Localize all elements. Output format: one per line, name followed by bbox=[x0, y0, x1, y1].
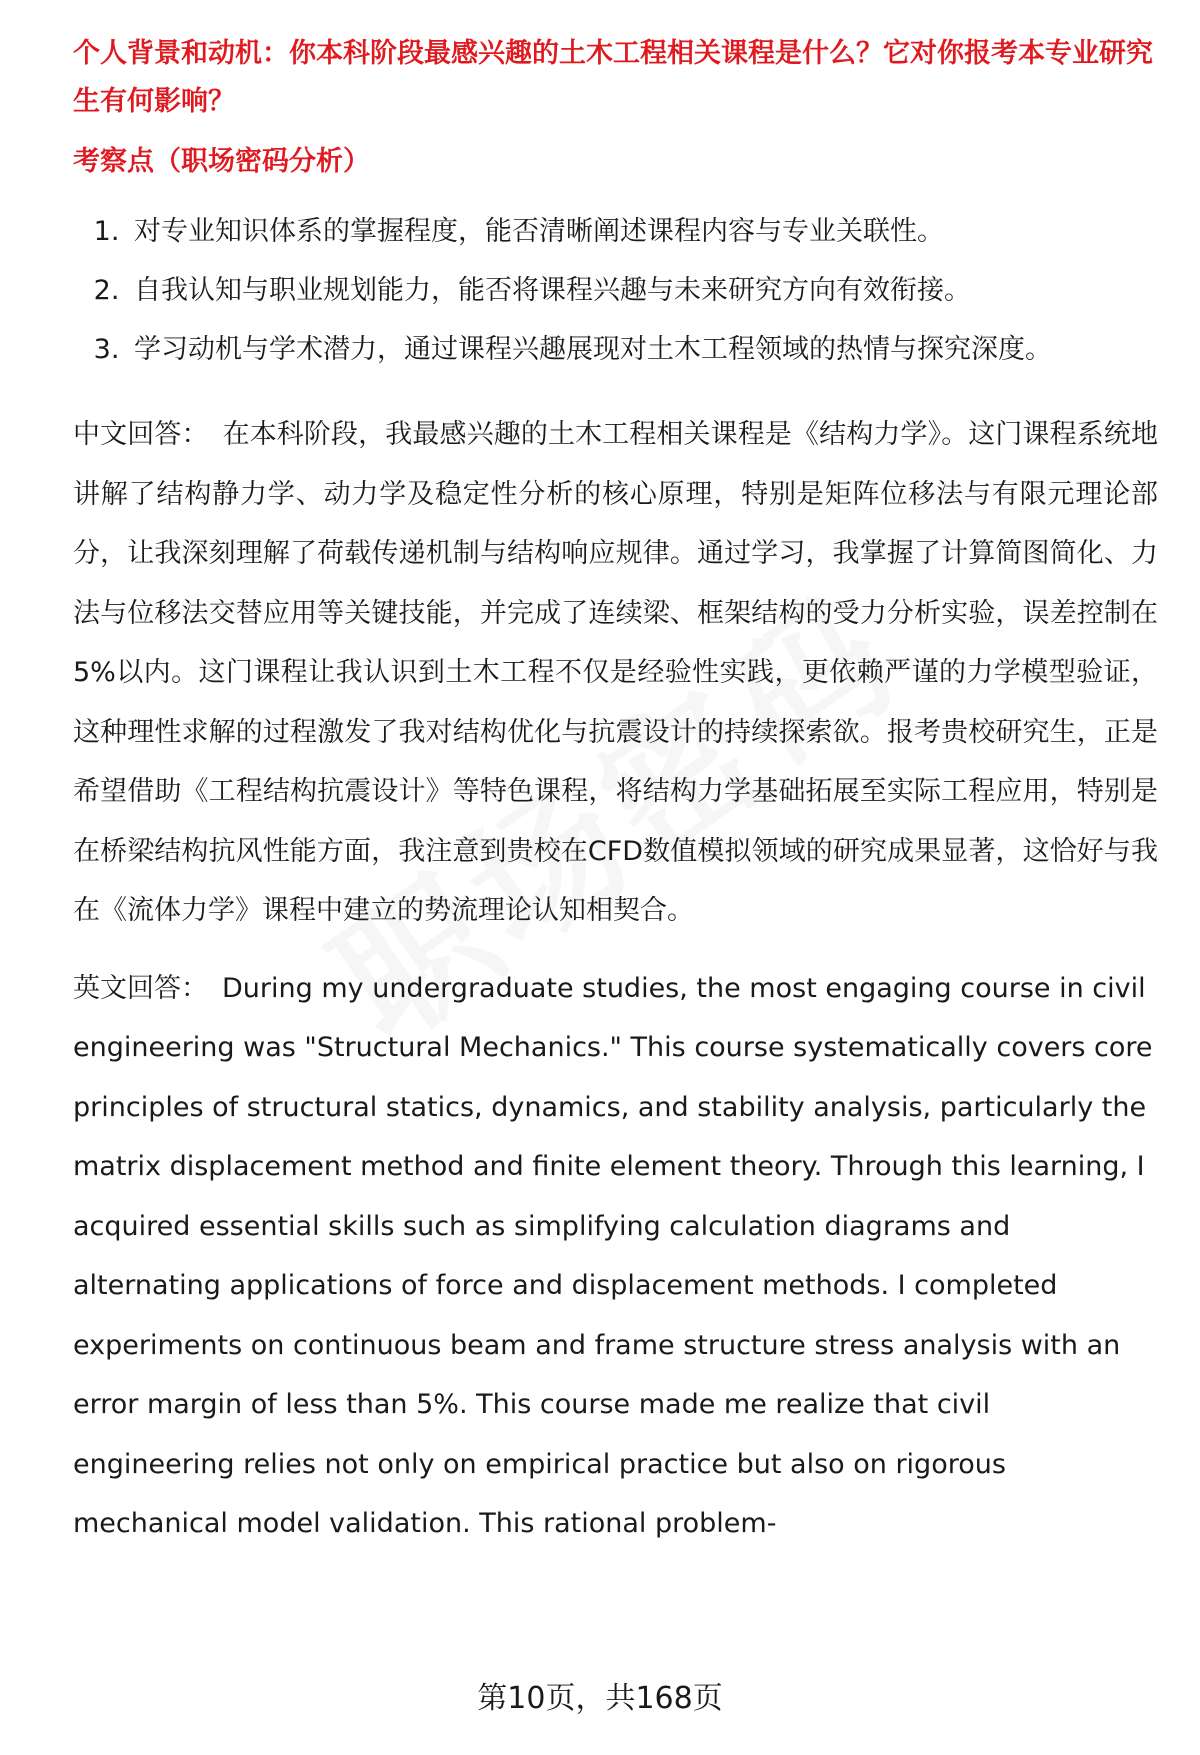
page-number-footer: 第10页，共168页 bbox=[477, 1681, 723, 1716]
content-area bbox=[73, 30, 1158, 1572]
list-item: 3. 学习动机与学术潜力，通过课程兴趣展现对土木工程领域的热情与探究深度。 bbox=[128, 320, 1158, 379]
english-answer-text: During my undergraduate studies, the most engaging course in civil engineering was "Structural Mechanics." This course systematically covers core principles of structural statics, dynamics, and stability analysis, particularly the matrix displacement method and finite element theory. Through this learning, I acquired essential skills such as simplifying calculation diagrams and alternating applications of force and displacement methods. I completed experiments on continuous beam and frame structure stress analysis with an error margin of less than 5%. This course made me realize that civil engineering relies not only on empirical practice but also on rigorous mechanical model validation. This rational problem- bbox=[73, 972, 1153, 1539]
chinese-answer-paragraph bbox=[73, 405, 1158, 941]
chinese-answer-label: 中文回答： bbox=[73, 419, 209, 450]
list-item: 2. 自我认知与职业规划能力，能否将课程兴趣与未来研究方向有效衔接。 bbox=[128, 261, 1158, 320]
list-item: 1. 对专业知识体系的掌握程度，能否清晰阐述课程内容与专业关联性。 bbox=[128, 202, 1158, 261]
english-answer-paragraph bbox=[73, 959, 1158, 1554]
chinese-answer-text: 在本科阶段，我最感兴趣的土木工程相关课程是《结构力学》。这门课程系统地讲解了结构静力学、动力学及稳定性分析的核心原理，特别是矩阵位移法与有限元理论部分，让我深刻理解了荷载传递机制与结构响应规律。通过学习，我掌握了计算简图简化、力法与位移法交替应用等关键技能，并完成了连续梁、框架结构的受力分析实验，误差控制在5%以内。这门课程让我认识到土木工程不仅是经验性实践，更依赖严谨的力学模型验证，这种理性求解的过程激发了我对结构优化与抗震设计的持续探索欲。报考贵校研究生，正是希望借助《工程结构抗震设计》等特色课程，将结构力学基础拓展至实际工程应用，特别是在桥梁结构抗风性能方面，我注意到贵校在CFD数值模拟领域的研究成果显著，这恰好与我在《流体力学》课程中建立的势流理论认知相契合。 bbox=[73, 419, 1158, 926]
english-answer-label: 英文回答： bbox=[73, 972, 208, 1004]
analysis-points-list bbox=[73, 202, 1158, 379]
question-heading: 个人背景和动机：你本科阶段最感兴趣的土木工程相关课程是什么？它对你报考本专业研究生有何影响？ bbox=[73, 38, 1153, 117]
analysis-heading: 考察点（职场密码分析） bbox=[73, 146, 370, 177]
